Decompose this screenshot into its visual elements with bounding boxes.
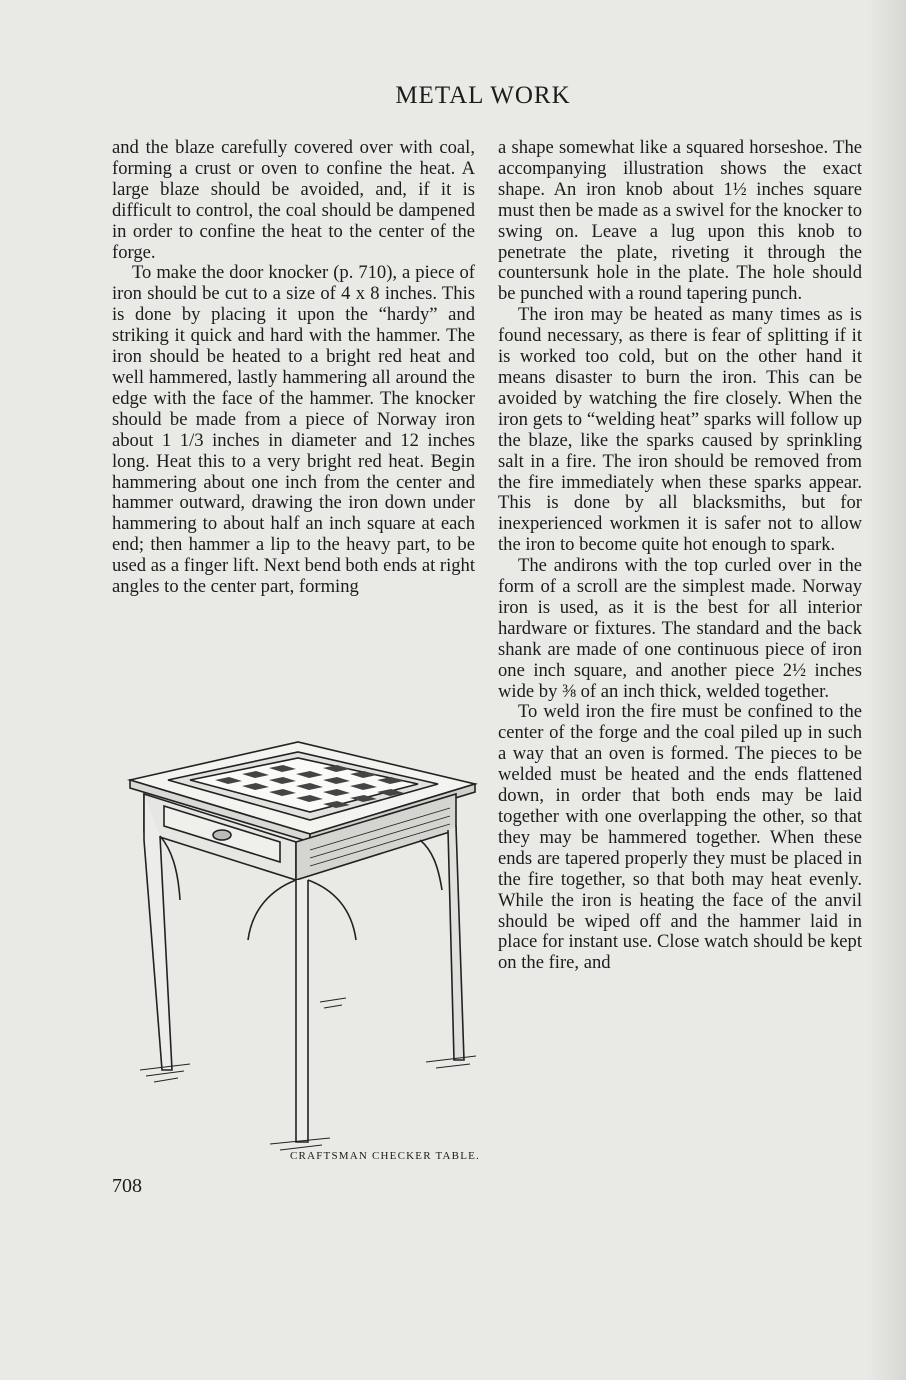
paragraph: To make the door knocker (p. 710), a piece of iron should be cut to a size of 4 x 8 inches. This is done by placing it upon the “hardy” and striking it quick and hard with the hammer. The iron should be heated to a bright red heat and well hammered, lastly hammering all around the edge with the face of the hammer. The knocker should be made from a piece of Norway iron about 1 1/3 inches in diameter and 12 inches long. Heat this to a very bright red heat. Begin hammering about one inch from the center and hammer outward, drawing the iron down under hammering to about half an inch square at each end; then hammer a lip to the heavy part, to be used as a finger lift. Next bend both ends at right angles to the center part, forming xyxy=(112,262,476,598)
paragraph: The iron may be heated as many times as is found necessary, as there is fear of splitting if it is worked too cold, but on the other hand it means disaster to burn the iron. This can be avoided by watching the fire closely. When the iron gets to “welding heat” sparks will follow up the blaze, like the sparks caused by sprinkling salt in a fire. The iron should be removed from the fire immediately when these sparks appear. This is done by all blacksmiths, but for inexperienced workmen it is safer not to allow the iron to become quite hot enough to spark. xyxy=(498,304,862,556)
table-drawing xyxy=(120,740,480,1160)
paragraph: To weld iron the fire must be confined to the center of the forge and the coal piled up in such a way that an oven is formed. The pieces to be welded must be heated and the ends flattened down, in order that both ends may be laid together with one overlapping the other, so that they may be hammered together. When these ends are tapered properly they must be placed in the fire together, so that both may heat evenly. While the iron is heating the face of the anvil should be wiped off and the hammer laid in place for instant use. Close watch should be kept on the fire, and xyxy=(498,701,862,974)
paragraph: The andirons with the top curled over in the form of a scroll are the simplest made. Norway iron is used, as it is the best for all interior hardware or fixtures. The standard and the back shank are made of one continuous piece of iron one inch square, and another piece 2½ inches wide by ⅜ of an inch thick, welded together. xyxy=(498,555,862,702)
page-title: METAL WORK xyxy=(395,82,571,109)
right-column xyxy=(498,138,862,974)
left-column xyxy=(112,138,475,598)
checker-table-illustration xyxy=(120,740,480,1160)
page-number: 708 xyxy=(112,1175,142,1197)
paragraph: a shape somewhat like a squared horseshoe. The accompanying illustration shows the exact shape. An iron knob about 1½ inches square must then be made as a swivel for the knocker to swing on. Leave a lug upon this knob to penetrate the plate, riveting it through the countersunk hole in the plate. The hole should be punched with a round tapering punch. xyxy=(498,137,862,305)
figure-caption: CRAFTSMAN CHECKER TABLE. xyxy=(290,1150,480,1162)
page-edge-shadow xyxy=(866,0,906,1380)
paragraph: and the blaze carefully covered over with coal, forming a crust or oven to confine the heat. A large blaze should be avoided, and, if it is difficult to control, the coal should be dampened in order to confine the heat to the center of the forge. xyxy=(112,137,475,263)
